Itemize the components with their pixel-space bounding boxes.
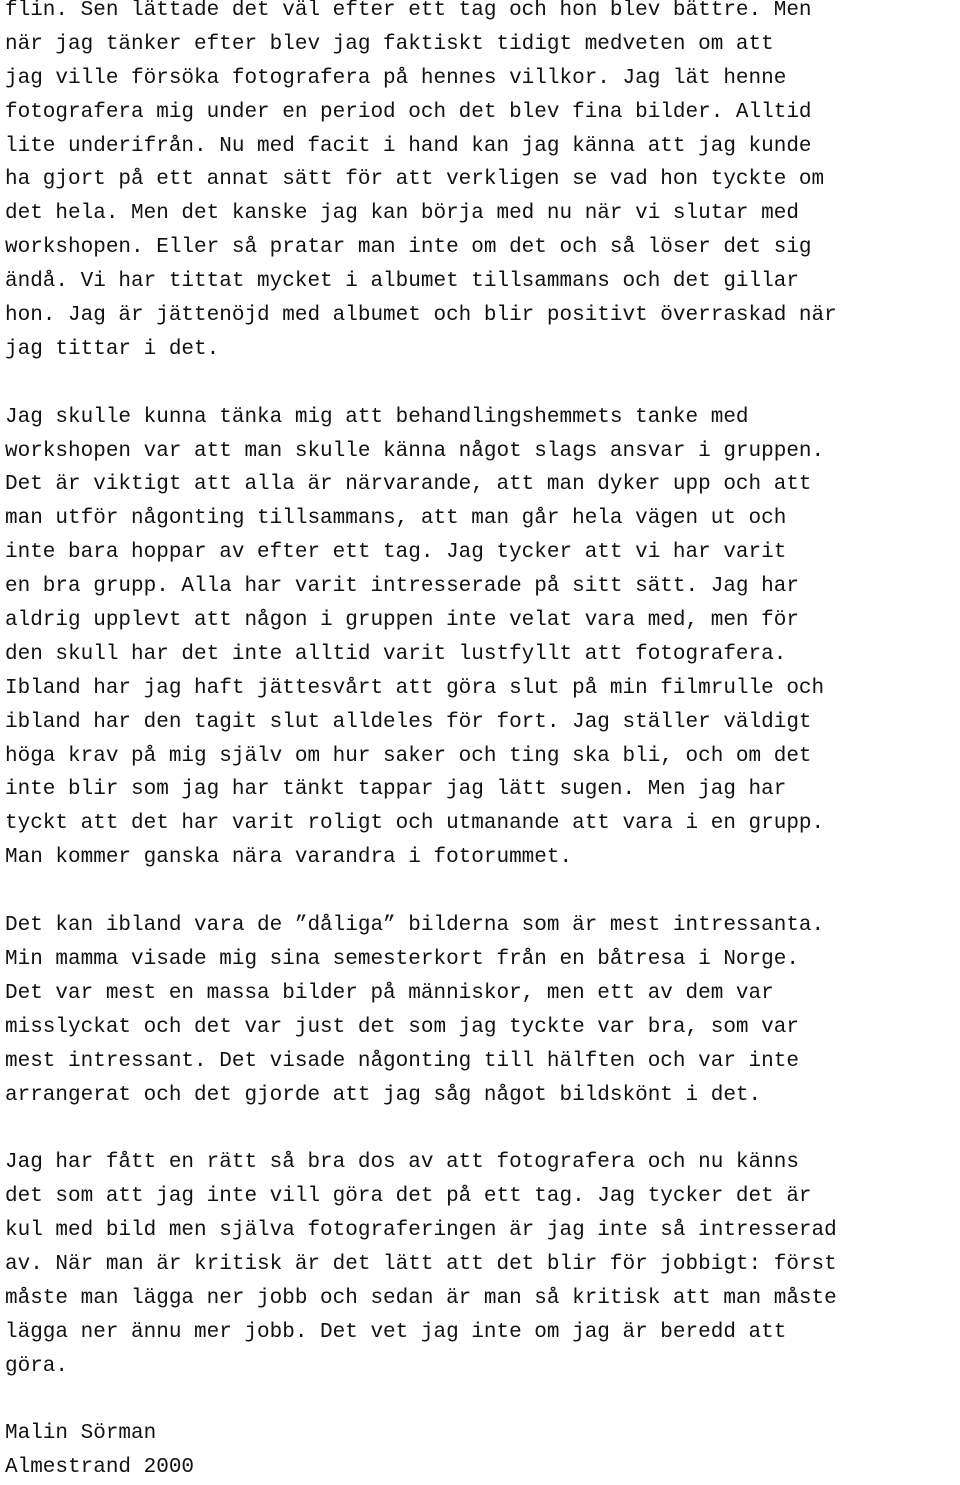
text-line: ibland har den tagit slut alldeles för fort. Jag ställer väldigt bbox=[5, 710, 812, 734]
text-line: Det är viktigt att alla är närvarande, att man dyker upp och att bbox=[5, 473, 812, 497]
text-line: av. När man är kritisk är det lätt att det blir för jobbigt: först bbox=[5, 1252, 837, 1276]
text-line: aldrig upplevt att någon i gruppen inte velat vara med, men för bbox=[5, 609, 799, 633]
text-line: göra. bbox=[5, 1354, 69, 1378]
text-line: Ibland har jag haft jättesvårt att göra slut på min filmrulle och bbox=[5, 676, 825, 700]
text-line: hon. Jag är jättenöjd med albumet och blir positivt överraskad när bbox=[5, 304, 837, 328]
text-line: måste man lägga ner jobb och sedan är man så kritisk att man måste bbox=[5, 1286, 837, 1310]
text-line: kul med bild men själva fotograferingen är jag inte så intresserad bbox=[5, 1219, 837, 1243]
text-line: Man kommer ganska nära varandra i fotorummet. bbox=[5, 846, 573, 870]
text-line: workshopen. Eller så pratar man inte om det och så löser det sig bbox=[5, 236, 812, 260]
text-line: den skull har det inte alltid varit lustfyllt att fotografera. bbox=[5, 642, 787, 666]
text-line: ändå. Vi har tittat mycket i albumet tillsammans och det gillar bbox=[5, 270, 799, 294]
text-line: det som att jag inte vill göra det på ett tag. Jag tycker det är bbox=[5, 1185, 812, 1209]
text-line: mest intressant. Det visade någonting till hälften och var inte bbox=[5, 1049, 799, 1073]
text-line: workshopen var att man skulle känna något slags ansvar i gruppen. bbox=[5, 439, 825, 463]
text-line: Jag skulle kunna tänka mig att behandlingshemmets tanke med bbox=[5, 405, 749, 429]
text-line: Det kan ibland vara de ”dåliga” bilderna som är mest intressanta. bbox=[5, 914, 825, 938]
text-line: Jag har fått en rätt så bra dos av att fotografera och nu känns bbox=[5, 1151, 799, 1175]
paragraph-4 bbox=[5, 1146, 960, 1383]
text-line: höga krav på mig själv om hur saker och ting ska bli, och om det bbox=[5, 744, 812, 768]
text-line: en bra grupp. Alla har varit intresserade på sitt sätt. Jag har bbox=[5, 575, 799, 599]
text-line: fotografera mig under en period och det blev fina bilder. Alltid bbox=[5, 100, 812, 124]
text-line: Det var mest en massa bilder på människor, men ett av dem var bbox=[5, 981, 774, 1005]
text-line: inte blir som jag har tänkt tappar jag lätt sugen. Men jag har bbox=[5, 778, 787, 802]
text-line: jag ville försöka fotografera på hennes villkor. Jag lät henne bbox=[5, 66, 787, 90]
place-year: Almestrand 2000 bbox=[5, 1456, 195, 1480]
text-line: misslyckat och det var just det som jag tyckte var bra, som var bbox=[5, 1015, 799, 1039]
paragraph-1 bbox=[5, 0, 960, 367]
text-line: lägga ner ännu mer jobb. Det vet jag inte om jag är beredd att bbox=[5, 1320, 787, 1344]
text-line: det hela. Men det kanske jag kan börja med nu när vi slutar med bbox=[5, 202, 799, 226]
text-line: Min mamma visade mig sina semesterkort från en båtresa i Norge. bbox=[5, 947, 799, 971]
paragraph-3 bbox=[5, 909, 960, 1112]
text-line: man utför någonting tillsammans, att man går hela vägen ut och bbox=[5, 507, 787, 531]
paragraph-2 bbox=[5, 401, 960, 875]
text-line: inte bara hoppar av efter ett tag. Jag tycker att vi har varit bbox=[5, 541, 787, 565]
text-line: när jag tänker efter blev jag faktiskt tidigt medveten om att bbox=[5, 32, 774, 56]
author-name: Malin Sörman bbox=[5, 1422, 157, 1446]
document-page bbox=[5, 0, 960, 1485]
text-line: flin. Sen lättade det väl efter ett tag och hon blev bättre. Men bbox=[5, 0, 812, 22]
text-line: arrangerat och det gjorde att jag såg något bildskönt i det. bbox=[5, 1083, 762, 1107]
text-line: lite underifrån. Nu med facit i hand kan jag känna att jag kunde bbox=[5, 134, 812, 158]
text-line: tyckt att det har varit roligt och utmanande att vara i en grupp. bbox=[5, 812, 825, 836]
text-line: ha gjort på ett annat sätt för att verkligen se vad hon tyckte om bbox=[5, 168, 825, 192]
text-line: jag tittar i det. bbox=[5, 337, 220, 361]
